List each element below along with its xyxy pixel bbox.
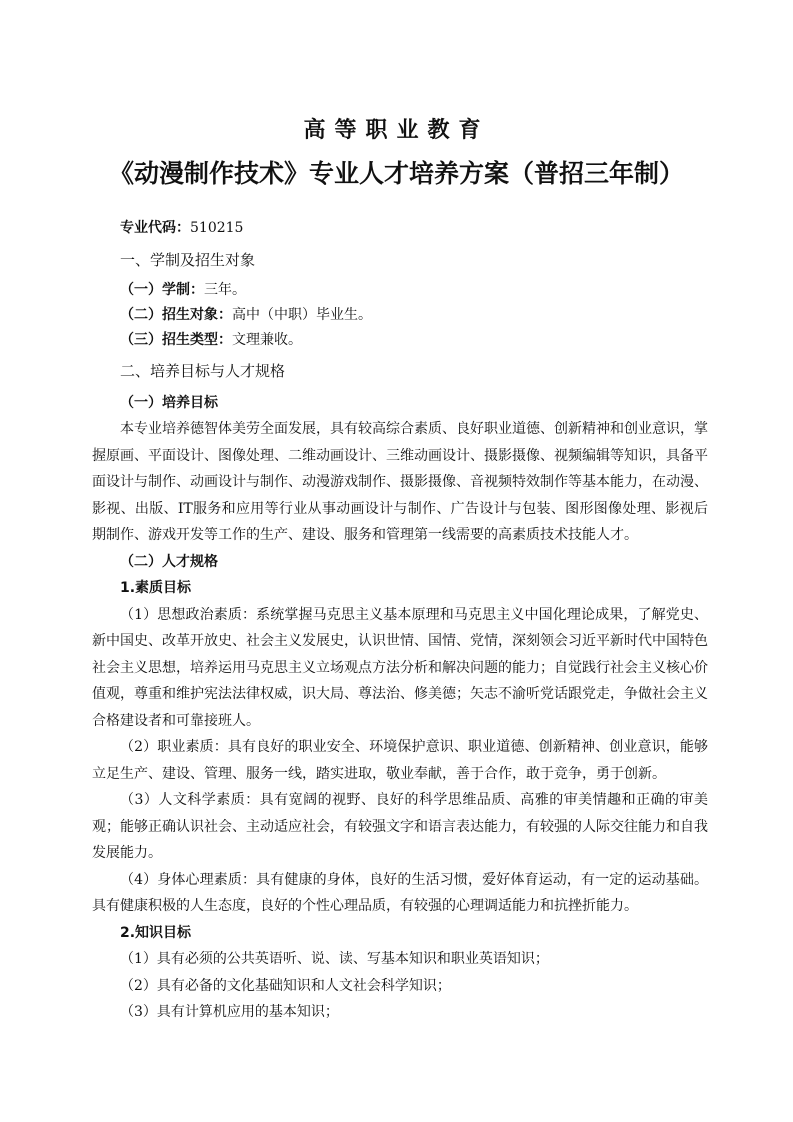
quality-goal-heading: 1.素质目标 bbox=[120, 580, 192, 596]
talent-spec-heading: （二）人才规格 bbox=[120, 553, 218, 570]
item-label: （三）招生类型： bbox=[120, 332, 232, 348]
item-target bbox=[92, 303, 708, 328]
item-label: （一）学制： bbox=[120, 282, 204, 298]
item-label: （二）招生对象： bbox=[120, 307, 232, 323]
quality-item: （4）身体心理素质：具有健康的身体，良好的生活习惯，爱好体育运动，有一定的运动基础。具有健康积极的人生态度，良好的个性心理品质，有较强的心理调适能力和抗挫折能力。 bbox=[92, 871, 708, 914]
major-code bbox=[92, 215, 708, 242]
item-duration bbox=[92, 278, 708, 303]
knowledge-item: （3）具有计算机应用的基本知识； bbox=[120, 1004, 339, 1020]
training-goal-heading: （一）培养目标 bbox=[120, 394, 218, 411]
section2-heading: 二、培养目标与人才规格 bbox=[120, 362, 286, 380]
training-goal-text: 本专业培养德智体美劳全面发展，具有较高综合素质、良好职业道德、创新精神和创业意识，掌握原画、平面设计、图像处理、二维动画设计、三维动画设计、摄影摄像、视频编辑等知识，具备平面设计与制作、动画设计与制作、动漫游戏制作、摄影摄像、音视频特效制作等基本能力，在动漫、影视、出版、IT服务和应用等行业从事动画设计与制作、广告设计与包装、图形图像处理、影视后期制作、游戏开发等工作的生产、建设、服务和管理第一线需要的高素质技术技能人才。 bbox=[92, 421, 708, 543]
item-value: 文理兼收。 bbox=[232, 332, 302, 348]
quality-item: （2）职业素质：具有良好的职业安全、环境保护意识、职业道德、创新精神、创业意识，能够立足生产、建设、管理、服务一线，踏实进取，敬业奉献，善于合作，敢于竞争，勇于创新。 bbox=[92, 739, 708, 782]
document-body bbox=[92, 215, 708, 1026]
quality-item: （1）思想政治素质：系统掌握马克思主义基本原理和马克思主义中国化理论成果，了解党史、新中国史、改革开放史、社会主义发展史，认识世情、国情、党情，深刻领会习近平新时代中国特色社会主义思想，培养运用马克思主义立场观点方法分析和解决问题的能力；自觉践行社会主义核心价值观，尊重和维护宪法法律权威，识大局、尊法治、修美德；矢志不渝听党话跟党走，争做社会主义合格建设者和可靠接班人。 bbox=[92, 606, 708, 729]
knowledge-item: （2）具有必备的文化基础知识和人文社会科学知识； bbox=[120, 977, 451, 994]
item-value: 三年。 bbox=[204, 282, 246, 298]
knowledge-item: （1）具有必须的公共英语听、说、读、写基本知识和职业英语知识； bbox=[120, 951, 549, 967]
knowledge-goal-heading: 2.知识目标 bbox=[120, 924, 192, 941]
quality-item: （3）人文科学素质：具有宽阔的视野、良好的科学思维品质、高雅的审美情趣和正确的审美观；能够正确认识社会、主动适应社会，有较强文字和语言表达能力，有较强的人际交往能力和自我发展能力。 bbox=[92, 792, 708, 861]
section1-items bbox=[92, 278, 708, 353]
major-code-value: 510215 bbox=[190, 220, 244, 236]
item-type bbox=[92, 328, 708, 353]
document-subtitle: 《动漫制作技术》专业人才培养方案（普招三年制） bbox=[108, 159, 684, 188]
item-value: 高中（中职）毕业生。 bbox=[232, 307, 372, 323]
major-code-label: 专业代码： bbox=[120, 220, 190, 236]
document-title: 高等职业教育 bbox=[303, 118, 490, 143]
section1-heading: 一、学制及招生对象 bbox=[120, 250, 256, 269]
